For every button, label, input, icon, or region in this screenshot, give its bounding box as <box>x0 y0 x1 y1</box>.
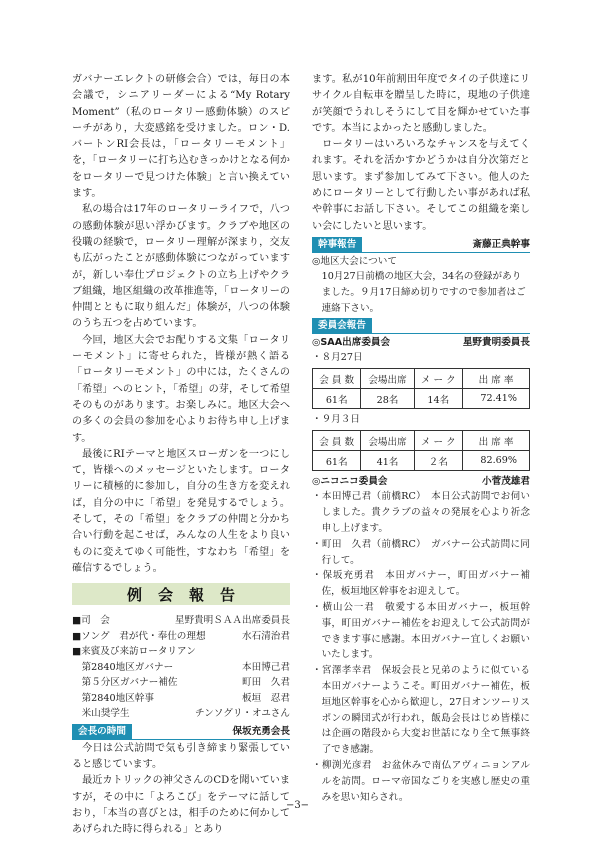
saa-committee-title: ◎SAA出席委員会 <box>312 337 391 349</box>
table-header-cell: 出 席 率 <box>463 369 530 389</box>
page-number: −3− <box>285 800 310 811</box>
list-item: ・宮澤孝幸君 保坂会長と兄弟のように似ている本田ガバナーようこそ。町田ガバナー補佐，板垣地区幹事を心から歓迎し，27日オンツーリスポンの瞬団式が行われ，飯島会長はじめ皆様には企画の階段から大変お世話になり全て無事終了でき感謝。 <box>312 665 530 756</box>
report-list <box>72 613 290 722</box>
table-header-cell: メ ー ク <box>414 369 462 389</box>
president-paragraph-3: ます。私が10年前割田年度でタイの子供達にリサイクル自転車を贈呈した時に，現地の子供達が笑顔でうれしそうにして目を輝かせていた事です。本当によかったと感動しました。 <box>312 74 530 134</box>
guest-name: 町田 久君 <box>242 677 290 689</box>
report-row <box>72 644 290 660</box>
report-label: ■ソング 君が代・奉仕の理想 <box>72 630 206 642</box>
guest-row <box>72 706 290 722</box>
report-value: 星野貴明ＳＡＡ出席委員長 <box>174 615 290 627</box>
guest-row <box>72 691 290 707</box>
nikoniko-committee-header <box>312 474 530 489</box>
guest-title: 米山奨学生 <box>81 708 130 720</box>
nikoniko-committee-chair: 小菅茂雄君 <box>482 476 530 488</box>
saa-committee-chair: 星野貴明委員長 <box>462 337 530 349</box>
guest-title: 第2840地区幹事 <box>81 692 154 704</box>
president-time-bar <box>72 724 290 740</box>
table-cell: 14名 <box>414 389 462 409</box>
guest-title: 第５分区ガバナー補佐 <box>81 677 178 689</box>
guest-row <box>72 660 290 676</box>
table-header-cell: 出 席 率 <box>463 431 530 451</box>
right-column <box>312 72 530 805</box>
committee-report-tag: 委員会報告 <box>312 318 372 333</box>
president-paragraph-2: 最近カトリックの神父さんのCDを聞いていますが，その中に「よろこび」をテーマに話しており，「本当の喜びとは，相手のために何かしてあげられた時に得られる」とあり <box>72 775 290 836</box>
table-cell: 61名 <box>313 389 361 409</box>
attendance-date: ・９月３日 <box>312 414 360 426</box>
table-cell: ２名 <box>414 451 462 471</box>
table-header-cell: 会場出席 <box>361 431 414 451</box>
table-cell: 61名 <box>313 451 361 471</box>
guest-name: チンソグリ・オユさん <box>195 708 290 720</box>
table-header-cell: 会場出席 <box>361 369 414 389</box>
table-cell: 72.41% <box>463 389 530 409</box>
president-paragraph-1: 今日は公式訪問で気も引き締まり緊張していると感じています。 <box>72 742 290 770</box>
secretary-report-bar <box>312 237 530 253</box>
list-item: ・保坂充勇君 本田ガバナー，町田ガバナー補佐，板垣地区幹事をお迎えして。 <box>312 570 530 598</box>
table-header-cell: 会 員 数 <box>313 369 361 389</box>
secretary-item-title: ◎地区大会について <box>312 255 397 267</box>
secretary-report-tag: 幹事報告 <box>312 237 362 252</box>
guest-name: 本田博己君 <box>242 661 290 673</box>
attendance-table <box>312 430 530 471</box>
secretary-item-body: 10月27日前橋の地区大会，34名の登録がありました。９月17日締め切りですので参加者はご連絡下さい。 <box>321 270 526 314</box>
president-time-tag: 会長の時間 <box>72 724 132 739</box>
guest-title: 第2840地区ガバナー <box>81 661 174 673</box>
secretary-name: 斎藤正典幹事 <box>472 238 530 250</box>
saa-committee-header <box>312 335 530 350</box>
report-row <box>72 629 290 645</box>
president-name: 保坂充勇会長 <box>232 725 290 737</box>
committee-report-bar <box>312 318 530 334</box>
table-cell: 82.69% <box>463 451 530 471</box>
greeting-paragraph-3: 今回，地区大会でお配りする文集「ロータリーモメント」に寄せられた，皆様が熱く語る「ロータリーモメント」の中には，たくさんの「希望」へのヒント，「希望」の芽，そして希望そのものがあります。お楽しみに。地区大会への多くの会員の参加を心よりお待ち申し上げます。 <box>72 334 290 444</box>
table-row <box>313 451 530 471</box>
list-item: ・横山公一君 敬愛する本田ガバナー，板垣幹事，町田ガバナー補佐をお迎えして公式訪問ができます事に感謝。本田ガバナー宜しくお願いいたします。 <box>312 601 530 661</box>
list-item: ・町田 久君（前橋RC） ガバナー公式訪問に同行して。 <box>312 538 530 566</box>
report-value: 水石清治君 <box>242 630 290 642</box>
greeting-paragraph-2: 私の場合は17年のロータリーライフで，八つの感動体験が思い浮かびます。クラブや地区の役職の経験で，ロータリー理解が深まり，交友も広がったことが感動体験につながっていますが，新しい奉仕プロジェクトの立ち上げやクラブ組織，地区組織の改革推進等，「ロータリーの仲間とともに取り組んだ」体験が，八つの体験のうち五つを占めています。 <box>72 204 290 330</box>
meeting-report-heading <box>72 583 290 605</box>
list-item: ・本田博己君（前橋RC） 本日公式訪問でお伺いしました。貴クラブの益々の発展を心より祈念申し上げます。 <box>312 491 530 534</box>
guest-row <box>72 675 290 691</box>
attendance-date: ・８月27日 <box>312 352 363 364</box>
table-header-row <box>313 369 530 389</box>
president-paragraph-4: ロータリーはいろいろなチャンスを与えてくれます。それを活かすかどうかは自分次第だと思います。まず参加してみて下さい。他人のためにロータリーとして行動したい事があれば私や幹事にお話し下さい。そしてこの組織を楽しい会にしたいと思います。 <box>312 139 530 232</box>
list-item: ・柳渕光彦君 お盆休みで南仏アヴィニョンアルルを訪問。ローマ帝国なごりを実感し歴史の重みを思い知らされ。 <box>312 759 530 803</box>
table-cell: 41名 <box>361 451 414 471</box>
attendance-table <box>312 368 530 409</box>
greeting-paragraph-1: ガバナーエレクトの研修会合）では，毎日の本会議で，シニアリーダーによる“My Rotary Moment”（私のロータリー感動体験）のスピーチがあり，大変感銘を受けました。ロン・D. バートンRI会長は，「ロータリーモメント」を，「ロータリーに打ち込むきっかけとなる何かをロータリーで見つけた体験」と言い換えています。 <box>72 74 290 200</box>
table-row <box>313 389 530 409</box>
nikoniko-committee-title: ◎ニコニコ委員会 <box>312 476 388 488</box>
report-label: ■来賓及び来訪ロータリアン <box>72 646 196 658</box>
meeting-report-heading-text: 例会報告 <box>126 585 251 604</box>
left-column <box>72 72 290 838</box>
guest-name: 板垣 忍君 <box>242 692 290 704</box>
table-cell: 28名 <box>361 389 414 409</box>
table-header-cell: メ ー ク <box>414 431 462 451</box>
report-label: ■司 会 <box>72 615 110 627</box>
table-header-cell: 会 員 数 <box>313 431 361 451</box>
greeting-paragraph-4: 最後にRIテーマと地区スローガンを一つにして，皆様へのメッセージといたします。ロータリーに積極的に参加し，自分の生き方を変えれば，自分の中に「希望」を発見するでしょう。 そして，その「希望」をクラブの仲間と分かち合い行動を起こせば，みんなの人生をより良いものに変えてゆく可能性，すなわち「希望」を確信するでしょう。 <box>72 448 290 574</box>
report-row <box>72 613 290 629</box>
table-header-row <box>313 431 530 451</box>
